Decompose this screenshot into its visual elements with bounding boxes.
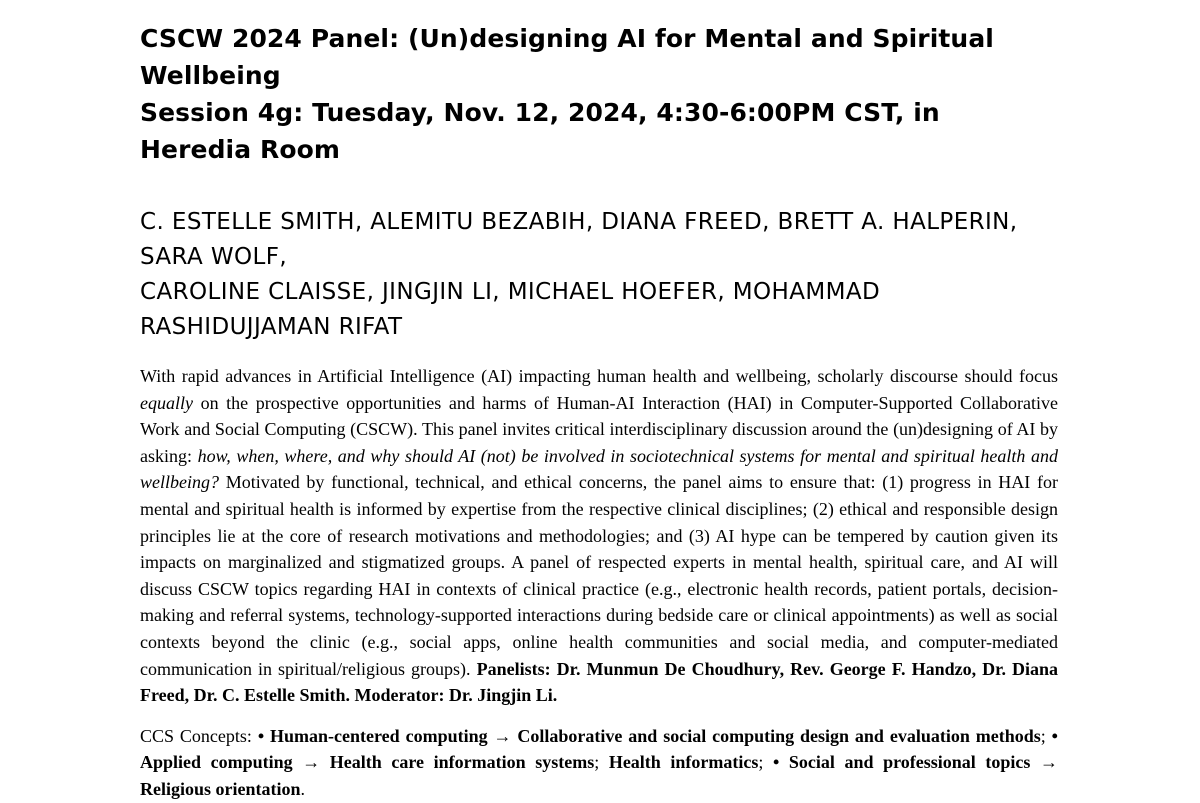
ccs-bullet-3: • <box>772 752 789 773</box>
abstract-emphasis-equally: equally <box>140 392 193 413</box>
ccs-separator-2: ; <box>594 752 609 773</box>
author-line-1: C. ESTELLE SMITH, ALEMITU BEZABIH, DIANA FREED, BRETT A. HALPERIN, SARA WOLF, <box>140 209 1018 270</box>
title-line-2-session: Session 4g: Tuesday, Nov. 12, 2024, 4:30-6:00PM CST, in Heredia Room <box>140 98 940 164</box>
ccs-end-period: . <box>300 778 305 799</box>
abstract-text-1: With rapid advances in Artificial Intelligence (AI) impacting human health and wellbeing, scholarly discourse should focus <box>140 366 1058 386</box>
abstract-text-3: Motivated by functional, technical, and ethical concerns, the panel aims to ensure that: (1) progress in HAI for mental and spiritual health is informed by expertise from the respective clinical disciplines; (2) ethical and responsible design principles lie at the core of research motivations and methodologies; and (3) AI hype can be tempered by caution given its impacts on marginalized and stigmatized groups. A panel of respected experts in mental health, spiritual care, and AI will discuss CSCW topics regarding HAI in contexts of clinical practice (e.g., electronic health records, patient portals, decision-making and referral systems, technology-supported interactions during bedside care or clinical appointments) as well as social contexts beyond the clinic (e.g., social apps, online health communities and social media, and computer-mediated communication in spiritual/religious groups). <box>140 472 1058 679</box>
ccs-label: CCS Concepts: <box>140 725 258 746</box>
abstract-panelists: Panelists: Dr. Munmun De Choudhury, Rev. George F. Handzo, Dr. Diana Freed, Dr. C. Estelle Smith. Moderator: Dr. Jingjin Li. <box>140 658 1058 706</box>
ccs-separator-3: ; <box>758 752 773 773</box>
ccs-separator-1: ; <box>1040 725 1052 746</box>
title-line-1: CSCW 2024 Panel: (Un)designing AI for Mental and Spiritual Wellbeing <box>140 24 994 90</box>
ccs-bullet-2: • <box>1051 725 1058 746</box>
author-line-2: CAROLINE CLAISSE, JINGJIN LI, MICHAEL HOEFER, MOHAMMAD RASHIDUJJAMAN RIFAT <box>140 279 881 340</box>
ccs-concept-2a: Applied computing → Health care information systems <box>140 752 595 773</box>
abstract <box>140 363 1058 709</box>
ccs-concept-3: Social and professional topics → Religious orientation <box>140 752 1058 799</box>
author-list <box>140 205 1058 345</box>
ccs-bullet-1: • <box>257 725 271 746</box>
abstract-research-question: how, when, where, and why should AI (not) be involved in sociotechnical systems for mental and spiritual health and wellbeing? <box>140 445 1059 493</box>
abstract-text-2: on the prospective opportunities and harms of Human-AI Interaction (HAI) in Computer-Supported Collaborative Work and Social Computing (CSCW). This panel invites critical interdisciplinary discussion around the (un)designing of AI by asking: <box>140 392 1058 466</box>
ccs-concept-1: Human-centered computing → Collaborative and social computing design and evaluation methods <box>270 725 1041 746</box>
paper-page <box>140 0 1058 803</box>
paper-title <box>140 0 1058 168</box>
ccs-concept-2b: Health informatics <box>608 752 759 773</box>
ccs-concepts <box>140 723 1058 803</box>
